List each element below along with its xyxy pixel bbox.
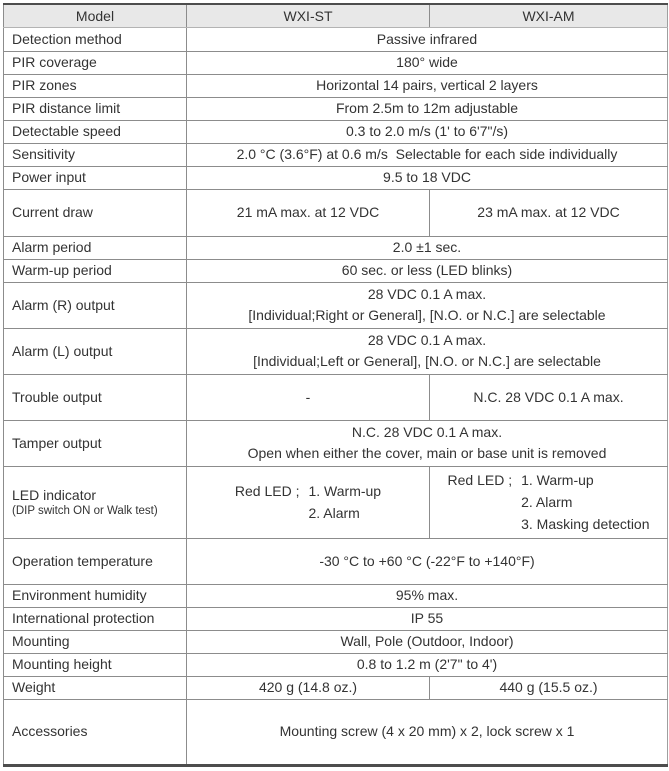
row-label: Detectable speed [12, 123, 121, 139]
value-line: 95% max. [395, 587, 459, 603]
label-cell-warm-up-period [4, 259, 187, 282]
value-cell-alarm-r-output [187, 282, 668, 328]
row-label: LED indicator [12, 486, 97, 503]
value-line: - [305, 388, 311, 405]
spec-row-led-indicator [4, 466, 668, 538]
value-line: 60 sec. or less (LED blinks) [341, 262, 513, 278]
label-cell-international-protection [4, 607, 187, 630]
value-cell-alarm-period [187, 236, 668, 259]
value-cell-international-protection [187, 607, 668, 630]
value-line: 28 VDC 0.1 A max. [367, 286, 487, 302]
row-label: Mounting height [12, 656, 112, 672]
value-cell-accessories [187, 699, 668, 765]
value-cell-sensitivity [187, 143, 668, 166]
spec-row-pir-zones [4, 74, 668, 97]
led-item: 3. Masking detection [521, 516, 650, 532]
value-line: Horizontal 14 pairs, vertical 2 layers [316, 77, 538, 93]
row-label: Operation temperature [12, 552, 153, 569]
value-line: Passive infrared [376, 30, 478, 47]
value-cell-pir-distance-limit [187, 97, 668, 120]
value-line: N.C. 28 VDC 0.1 A max. [473, 388, 624, 405]
label-cell-current-draw [4, 189, 187, 236]
value-cell-pir-coverage [187, 51, 668, 74]
led-prefix: Red LED ; [234, 483, 300, 499]
value-line: 0.8 to 1.2 m (2'7" to 4') [356, 656, 498, 672]
value-cell-mounting [187, 630, 668, 653]
label-cell-led-indicator [4, 466, 187, 538]
label-cell-accessories [4, 699, 187, 765]
value-line: 180° wide [396, 54, 458, 70]
spec-row-pir-distance-limit [4, 97, 668, 120]
row-sublabel: (DIP switch ON or Walk test) [12, 504, 158, 517]
row-label: Alarm (R) output [12, 296, 115, 313]
row-label: Accessories [12, 723, 88, 739]
spec-table-body [4, 27, 668, 765]
value-cell-led-indicator-am [430, 466, 668, 538]
label-cell-sensitivity [4, 143, 187, 166]
spec-row-detection-method [4, 27, 668, 51]
spec-row-trouble-output [4, 374, 668, 420]
value-cell-alarm-l-output [187, 328, 668, 374]
row-label: Power input [12, 169, 86, 185]
value-cell-weight-am [430, 676, 668, 699]
value-cell-weight-st [187, 676, 430, 699]
row-label: PIR zones [12, 77, 77, 93]
row-label: Tamper output [12, 434, 102, 451]
spec-row-power-input [4, 166, 668, 189]
spec-row-alarm-r-output [4, 282, 668, 328]
row-label: Sensitivity [12, 146, 76, 162]
led-item: 2. Alarm [521, 494, 573, 510]
value-cell-power-input [187, 166, 668, 189]
led-item: 2. Alarm [308, 505, 360, 521]
row-label: Detection method [12, 30, 122, 47]
header-row [4, 4, 668, 27]
row-label: Weight [12, 679, 56, 695]
label-cell-alarm-r-output [4, 282, 187, 328]
value-line: From 2.5m to 12m adjustable [335, 100, 519, 116]
value-cell-environment-humidity [187, 584, 668, 607]
label-cell-weight [4, 676, 187, 699]
value-cell-operation-temperature [187, 538, 668, 584]
row-label: Trouble output [12, 388, 102, 405]
led-items [521, 469, 649, 535]
value-line: 2.0 °C (3.6°F) at 0.6 m/s Selectable for each side individually [236, 146, 618, 162]
value-line: 28 VDC 0.1 A max. [367, 332, 487, 348]
spec-row-detectable-speed [4, 120, 668, 143]
value-line: 440 g (15.5 oz.) [499, 679, 598, 695]
value-line: IP 55 [410, 610, 444, 626]
row-label: PIR distance limit [12, 100, 121, 116]
value-line: 23 mA max. at 12 VDC [477, 204, 620, 220]
label-cell-operation-temperature [4, 538, 187, 584]
label-cell-tamper-output [4, 420, 187, 466]
value-line: 2.0 ±1 sec. [392, 239, 462, 255]
value-cell-trouble-output-st [187, 374, 430, 420]
value-cell-trouble-output-am [430, 374, 668, 420]
spec-row-international-protection [4, 607, 668, 630]
label-cell-mounting [4, 630, 187, 653]
led-indicator-value [235, 480, 381, 524]
spec-row-warm-up-period [4, 259, 668, 282]
led-indicator-value [448, 469, 650, 535]
spec-row-operation-temperature [4, 538, 668, 584]
value-line: [Individual;Right or General], [N.O. or N.C.] are selectable [248, 307, 606, 323]
spec-row-alarm-period [4, 236, 668, 259]
label-cell-pir-zones [4, 74, 187, 97]
value-cell-detection-method [187, 27, 668, 51]
value-cell-warm-up-period [187, 259, 668, 282]
label-cell-mounting-height [4, 653, 187, 676]
label-cell-pir-coverage [4, 51, 187, 74]
label-cell-detectable-speed [4, 120, 187, 143]
spec-row-sensitivity [4, 143, 668, 166]
value-line: Mounting screw (4 x 20 mm) x 2, lock screw x 1 [279, 723, 575, 739]
header-model-label: Model [4, 4, 187, 27]
spec-row-mounting-height [4, 653, 668, 676]
value-line: [Individual;Left or General], [N.O. or N.C.] are selectable [253, 353, 601, 369]
led-item: 1. Warm-up [521, 472, 594, 488]
value-line: 420 g (14.8 oz.) [258, 679, 358, 695]
label-cell-alarm-l-output [4, 328, 187, 374]
label-cell-trouble-output [4, 374, 187, 420]
value-cell-tamper-output [187, 420, 668, 466]
value-line: N.C. 28 VDC 0.1 A max. [351, 424, 503, 440]
spec-row-weight [4, 676, 668, 699]
label-cell-alarm-period [4, 236, 187, 259]
led-items [308, 480, 381, 524]
row-label: International protection [12, 610, 155, 626]
spec-row-environment-humidity [4, 584, 668, 607]
spec-row-alarm-l-output [4, 328, 668, 374]
value-cell-pir-zones [187, 74, 668, 97]
value-cell-current-draw-am [430, 189, 668, 236]
spec-row-current-draw [4, 189, 668, 236]
value-line: Wall, Pole (Outdoor, Indoor) [340, 633, 514, 649]
value-line: -30 °C to +60 °C (-22°F to +140°F) [319, 552, 535, 569]
row-label: Warm-up period [12, 262, 112, 278]
value-line: Open when either the cover, main or base unit is removed [247, 445, 607, 461]
led-prefix: Red LED ; [447, 472, 513, 488]
value-line: 9.5 to 18 VDC [383, 169, 471, 185]
label-cell-environment-humidity [4, 584, 187, 607]
value-cell-led-indicator-st [187, 466, 430, 538]
value-cell-current-draw-st [187, 189, 430, 236]
value-cell-mounting-height [187, 653, 668, 676]
value-line: 21 mA max. at 12 VDC [236, 204, 380, 220]
label-cell-power-input [4, 166, 187, 189]
label-cell-detection-method [4, 27, 187, 51]
label-cell-pir-distance-limit [4, 97, 187, 120]
spec-row-accessories [4, 699, 668, 765]
spec-row-pir-coverage [4, 51, 668, 74]
spec-table [3, 3, 668, 767]
value-cell-detectable-speed [187, 120, 668, 143]
row-label: Alarm (L) output [12, 342, 113, 359]
row-label: PIR coverage [12, 54, 97, 70]
value-line: 0.3 to 2.0 m/s (1' to 6'7"/s) [345, 123, 509, 139]
header-col-wxi-st: WXI-ST [187, 4, 430, 27]
row-label: Environment humidity [12, 587, 147, 603]
spec-row-mounting [4, 630, 668, 653]
led-item: 1. Warm-up [308, 483, 382, 499]
row-label: Current draw [12, 204, 93, 220]
header-col-wxi-am: WXI-AM [430, 4, 668, 27]
row-label: Mounting [12, 633, 70, 649]
spec-row-tamper-output [4, 420, 668, 466]
row-label: Alarm period [12, 239, 92, 255]
